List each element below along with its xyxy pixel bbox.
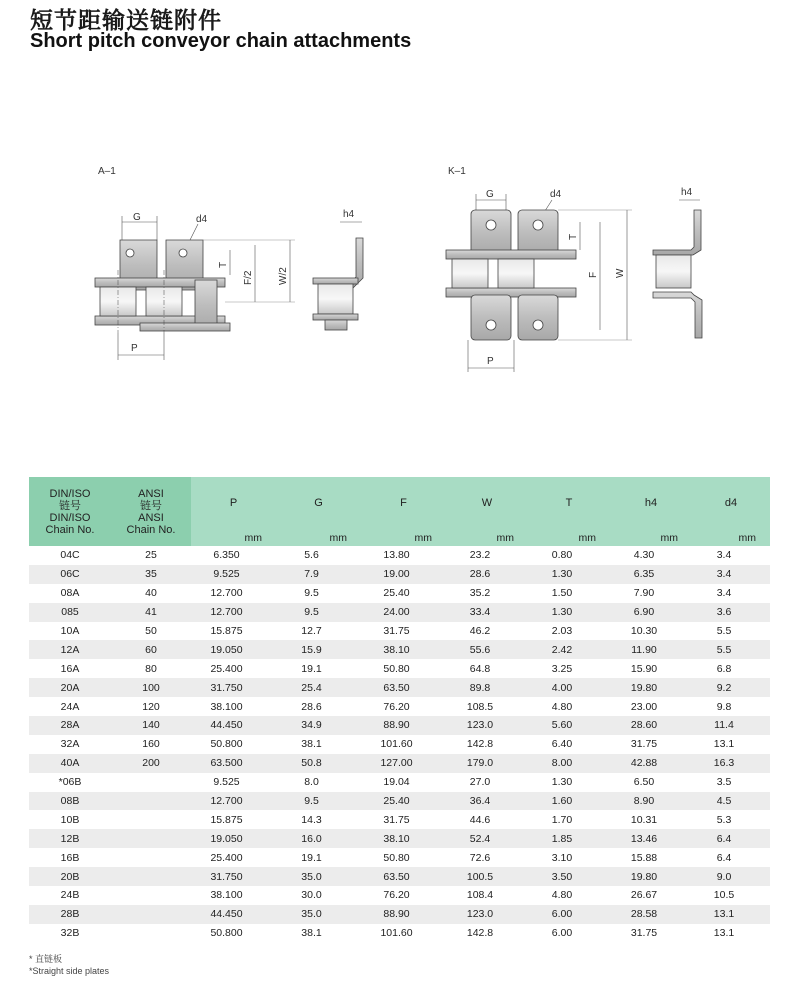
table-cell: 085 xyxy=(29,603,111,622)
table-cell: 19.050 xyxy=(191,640,276,659)
table-row xyxy=(29,622,770,641)
footnote-cn: * 直链板 xyxy=(29,954,63,964)
table-cell: 15.9 xyxy=(276,640,361,659)
table-row xyxy=(29,886,770,905)
table-cell: 35.0 xyxy=(276,867,361,886)
table-cell: 64.8 xyxy=(446,659,528,678)
table-cell: 10.5 xyxy=(692,886,770,905)
table-row xyxy=(29,754,770,773)
table-row xyxy=(29,716,770,735)
col-p: P xyxy=(191,477,276,529)
table-cell: 101.60 xyxy=(361,924,446,943)
col-din-iso: DIN/ISO 链号 DIN/ISO Chain No. xyxy=(29,477,111,546)
table-cell: 60 xyxy=(111,640,191,659)
table-cell: 13.1 xyxy=(692,905,770,924)
table-cell: 1.30 xyxy=(528,603,610,622)
table-row xyxy=(29,829,770,848)
table-cell: 19.80 xyxy=(610,678,692,697)
col-d4: d4 xyxy=(692,477,770,529)
table-cell: 06C xyxy=(29,565,111,584)
table-cell xyxy=(111,924,191,943)
table-cell: 12A xyxy=(29,640,111,659)
table-cell: 31.75 xyxy=(361,622,446,641)
table-cell: 25.400 xyxy=(191,659,276,678)
table-cell: 23.00 xyxy=(610,697,692,716)
table-row xyxy=(29,848,770,867)
table-row xyxy=(29,640,770,659)
table-cell: 19.1 xyxy=(276,848,361,867)
table-cell: 38.10 xyxy=(361,829,446,848)
table-cell: 20B xyxy=(29,867,111,886)
table-cell: 3.50 xyxy=(528,867,610,886)
table-cell: 13.80 xyxy=(361,546,446,565)
table-cell: 25.4 xyxy=(276,678,361,697)
table-cell: 40 xyxy=(111,584,191,603)
table-cell: 76.20 xyxy=(361,886,446,905)
table-cell: 25 xyxy=(111,546,191,565)
table-cell: 32B xyxy=(29,924,111,943)
table-cell: 24B xyxy=(29,886,111,905)
dim-a1-h4: h4 xyxy=(343,209,355,220)
table-cell: 19.80 xyxy=(610,867,692,886)
table-cell: 6.90 xyxy=(610,603,692,622)
table-row xyxy=(29,810,770,829)
table-cell: *06B xyxy=(29,773,111,792)
table-cell: 1.60 xyxy=(528,792,610,811)
table-cell: 5.3 xyxy=(692,810,770,829)
col-w: W xyxy=(446,477,528,529)
table-cell: 1.30 xyxy=(528,565,610,584)
table-cell: 28.58 xyxy=(610,905,692,924)
table-cell: 63.500 xyxy=(191,754,276,773)
unit-d4: mm xyxy=(692,529,770,546)
table-cell: 25.400 xyxy=(191,848,276,867)
table-cell: 3.5 xyxy=(692,773,770,792)
table-cell: 179.0 xyxy=(446,754,528,773)
table-cell: 28.60 xyxy=(610,716,692,735)
table-cell: 5.6 xyxy=(276,546,361,565)
table-cell: 10A xyxy=(29,622,111,641)
table-cell: 200 xyxy=(111,754,191,773)
table-cell: 38.10 xyxy=(361,640,446,659)
table-cell: 7.90 xyxy=(610,584,692,603)
table-cell: 80 xyxy=(111,659,191,678)
table-cell: 13.46 xyxy=(610,829,692,848)
table-cell xyxy=(111,810,191,829)
table-cell: 12B xyxy=(29,829,111,848)
table-cell: 35 xyxy=(111,565,191,584)
diagram-a1-label: A–1 xyxy=(98,166,116,177)
table-cell: 15.88 xyxy=(610,848,692,867)
col-h4: h4 xyxy=(610,477,692,529)
table-cell: 7.9 xyxy=(276,565,361,584)
table-cell: 3.6 xyxy=(692,603,770,622)
dim-a1-g: G xyxy=(133,212,141,223)
table-cell: 31.750 xyxy=(191,678,276,697)
table-cell: 36.4 xyxy=(446,792,528,811)
col-t: T xyxy=(528,477,610,529)
table-cell: 6.35 xyxy=(610,565,692,584)
table-cell: 4.80 xyxy=(528,886,610,905)
dim-k1-d4: d4 xyxy=(550,189,562,200)
table-cell: 44.450 xyxy=(191,905,276,924)
table-cell: 28B xyxy=(29,905,111,924)
dim-k1-f: F xyxy=(588,271,599,278)
table-cell: 6.4 xyxy=(692,829,770,848)
table-cell: 127.00 xyxy=(361,754,446,773)
table-cell: 1.30 xyxy=(528,773,610,792)
table-cell: 16A xyxy=(29,659,111,678)
table-cell: 50.80 xyxy=(361,659,446,678)
table-header-row xyxy=(29,477,770,529)
table-cell: 5.5 xyxy=(692,622,770,641)
table-row xyxy=(29,905,770,924)
table-cell: 28.6 xyxy=(446,565,528,584)
table-cell: 28.6 xyxy=(276,697,361,716)
table-cell: 31.75 xyxy=(361,810,446,829)
table-cell: 31.750 xyxy=(191,867,276,886)
table-cell xyxy=(111,829,191,848)
page-title-en: Short pitch conveyor chain attachments xyxy=(30,30,412,52)
table-cell: 15.875 xyxy=(191,622,276,641)
table-cell: 23.2 xyxy=(446,546,528,565)
table-cell: 50.8 xyxy=(276,754,361,773)
table-cell: 16B xyxy=(29,848,111,867)
spec-table xyxy=(29,477,770,943)
table-cell xyxy=(111,792,191,811)
table-cell: 9.525 xyxy=(191,773,276,792)
dim-a1-w2: W/2 xyxy=(278,267,289,285)
table-cell: 14.3 xyxy=(276,810,361,829)
table-cell: 4.80 xyxy=(528,697,610,716)
table-cell: 10B xyxy=(29,810,111,829)
dim-k1-h4: h4 xyxy=(681,187,693,198)
table-cell: 9.525 xyxy=(191,565,276,584)
dim-k1-p: P xyxy=(487,356,494,367)
table-cell: 120 xyxy=(111,697,191,716)
table-row xyxy=(29,584,770,603)
table-cell: 35.0 xyxy=(276,905,361,924)
table-cell: 1.70 xyxy=(528,810,610,829)
table-cell: 15.875 xyxy=(191,810,276,829)
table-cell: 8.00 xyxy=(528,754,610,773)
table-row xyxy=(29,697,770,716)
table-cell: 40A xyxy=(29,754,111,773)
table-cell: 12.700 xyxy=(191,792,276,811)
unit-w: mm xyxy=(446,529,528,546)
table-row xyxy=(29,867,770,886)
table-cell: 10.30 xyxy=(610,622,692,641)
table-cell: 16.3 xyxy=(692,754,770,773)
table-cell xyxy=(111,905,191,924)
table-cell: 2.03 xyxy=(528,622,610,641)
unit-h4: mm xyxy=(610,529,692,546)
table-row xyxy=(29,924,770,943)
table-cell: 35.2 xyxy=(446,584,528,603)
page-title-cn: 短节距输送链附件 xyxy=(30,8,222,34)
table-cell: 0.80 xyxy=(528,546,610,565)
table-cell: 4.00 xyxy=(528,678,610,697)
table-cell: 9.5 xyxy=(276,584,361,603)
table-cell: 9.5 xyxy=(276,792,361,811)
table-cell: 34.9 xyxy=(276,716,361,735)
dim-a1-f2: F/2 xyxy=(243,270,254,285)
table-cell: 50 xyxy=(111,622,191,641)
table-cell: 9.5 xyxy=(276,603,361,622)
table-cell: 27.0 xyxy=(446,773,528,792)
table-cell: 50.80 xyxy=(361,848,446,867)
table-cell: 89.8 xyxy=(446,678,528,697)
table-cell: 3.25 xyxy=(528,659,610,678)
table-cell: 52.4 xyxy=(446,829,528,848)
dim-k1-g: G xyxy=(486,189,494,200)
table-cell: 33.4 xyxy=(446,603,528,622)
table-cell: 15.90 xyxy=(610,659,692,678)
table-cell: 50.800 xyxy=(191,735,276,754)
table-cell: 5.5 xyxy=(692,640,770,659)
table-body xyxy=(29,546,770,943)
table-row xyxy=(29,773,770,792)
table-cell: 30.0 xyxy=(276,886,361,905)
table-cell: 08B xyxy=(29,792,111,811)
table-cell: 19.00 xyxy=(361,565,446,584)
table-cell: 5.60 xyxy=(528,716,610,735)
table-row xyxy=(29,565,770,584)
table-cell: 55.6 xyxy=(446,640,528,659)
table-cell: 26.67 xyxy=(610,886,692,905)
table-cell: 04C xyxy=(29,546,111,565)
table-cell: 25.40 xyxy=(361,792,446,811)
dim-a1-t: T xyxy=(218,261,229,268)
table-cell: 140 xyxy=(111,716,191,735)
table-cell: 10.31 xyxy=(610,810,692,829)
table-cell: 38.100 xyxy=(191,697,276,716)
table-cell: 9.8 xyxy=(692,697,770,716)
table-row xyxy=(29,678,770,697)
diagram-k1 xyxy=(446,166,702,372)
dim-k1-t: T xyxy=(568,233,579,240)
table-cell: 3.4 xyxy=(692,584,770,603)
table-cell: 32A xyxy=(29,735,111,754)
diagram-k1-label: K–1 xyxy=(448,166,466,177)
unit-p: mm xyxy=(191,529,276,546)
table-cell: 100 xyxy=(111,678,191,697)
table-cell: 44.6 xyxy=(446,810,528,829)
table-cell: 6.8 xyxy=(692,659,770,678)
dim-k1-w: W xyxy=(615,268,626,278)
table-cell: 1.85 xyxy=(528,829,610,848)
table-cell: 142.8 xyxy=(446,735,528,754)
table-cell: 25.40 xyxy=(361,584,446,603)
table-cell: 4.30 xyxy=(610,546,692,565)
table-cell: 9.0 xyxy=(692,867,770,886)
table-cell: 8.90 xyxy=(610,792,692,811)
table-cell: 24A xyxy=(29,697,111,716)
table-cell: 6.50 xyxy=(610,773,692,792)
table-cell: 9.2 xyxy=(692,678,770,697)
dim-a1-d4: d4 xyxy=(196,214,208,225)
col-f: F xyxy=(361,477,446,529)
table-cell: 41 xyxy=(111,603,191,622)
footnotes xyxy=(29,953,109,977)
table-cell: 6.00 xyxy=(528,924,610,943)
table-cell: 100.5 xyxy=(446,867,528,886)
table-cell: 4.5 xyxy=(692,792,770,811)
table-cell: 31.75 xyxy=(610,735,692,754)
table-cell: 76.20 xyxy=(361,697,446,716)
table-cell: 19.1 xyxy=(276,659,361,678)
diagram-a1 xyxy=(95,166,363,360)
table-cell: 28A xyxy=(29,716,111,735)
table-cell: 6.00 xyxy=(528,905,610,924)
table-row xyxy=(29,546,770,565)
table-cell: 72.6 xyxy=(446,848,528,867)
table-cell: 50.800 xyxy=(191,924,276,943)
table-cell: 20A xyxy=(29,678,111,697)
table-cell xyxy=(111,867,191,886)
table-row xyxy=(29,659,770,678)
table-cell: 13.1 xyxy=(692,924,770,943)
table-cell: 12.700 xyxy=(191,603,276,622)
col-ansi: ANSI 链号 ANSI Chain No. xyxy=(111,477,191,546)
table-cell: 160 xyxy=(111,735,191,754)
table-cell: 6.350 xyxy=(191,546,276,565)
table-cell: 42.88 xyxy=(610,754,692,773)
attachment-diagrams xyxy=(0,150,800,400)
table-cell: 19.04 xyxy=(361,773,446,792)
table-cell xyxy=(111,886,191,905)
table-cell: 6.4 xyxy=(692,848,770,867)
table-cell: 6.40 xyxy=(528,735,610,754)
table-cell: 08A xyxy=(29,584,111,603)
table-cell: 38.1 xyxy=(276,735,361,754)
table-cell: 3.4 xyxy=(692,565,770,584)
table-cell: 12.7 xyxy=(276,622,361,641)
table-cell: 2.42 xyxy=(528,640,610,659)
table-cell: 19.050 xyxy=(191,829,276,848)
table-cell: 88.90 xyxy=(361,716,446,735)
table-cell: 11.4 xyxy=(692,716,770,735)
table-cell: 31.75 xyxy=(610,924,692,943)
table-row xyxy=(29,792,770,811)
table-cell: 63.50 xyxy=(361,678,446,697)
table-cell: 123.0 xyxy=(446,716,528,735)
table-cell: 1.50 xyxy=(528,584,610,603)
table-cell: 46.2 xyxy=(446,622,528,641)
table-cell: 38.100 xyxy=(191,886,276,905)
table-cell: 16.0 xyxy=(276,829,361,848)
table-cell: 24.00 xyxy=(361,603,446,622)
table-cell: 108.4 xyxy=(446,886,528,905)
unit-g: mm xyxy=(276,529,361,546)
unit-t: mm xyxy=(528,529,610,546)
table-cell xyxy=(111,773,191,792)
table-cell: 101.60 xyxy=(361,735,446,754)
table-cell: 63.50 xyxy=(361,867,446,886)
footnote-en: *Straight side plates xyxy=(29,966,110,976)
dim-a1-p: P xyxy=(131,343,138,354)
table-cell: 108.5 xyxy=(446,697,528,716)
table-row xyxy=(29,735,770,754)
table-cell: 142.8 xyxy=(446,924,528,943)
table-cell: 3.4 xyxy=(692,546,770,565)
table-cell: 44.450 xyxy=(191,716,276,735)
col-g: G xyxy=(276,477,361,529)
table-cell: 13.1 xyxy=(692,735,770,754)
table-cell: 38.1 xyxy=(276,924,361,943)
table-cell: 12.700 xyxy=(191,584,276,603)
table-cell: 3.10 xyxy=(528,848,610,867)
unit-f: mm xyxy=(361,529,446,546)
table-cell: 8.0 xyxy=(276,773,361,792)
table-cell: 123.0 xyxy=(446,905,528,924)
table-cell: 11.90 xyxy=(610,640,692,659)
table-cell xyxy=(111,848,191,867)
table-cell: 88.90 xyxy=(361,905,446,924)
table-row xyxy=(29,603,770,622)
